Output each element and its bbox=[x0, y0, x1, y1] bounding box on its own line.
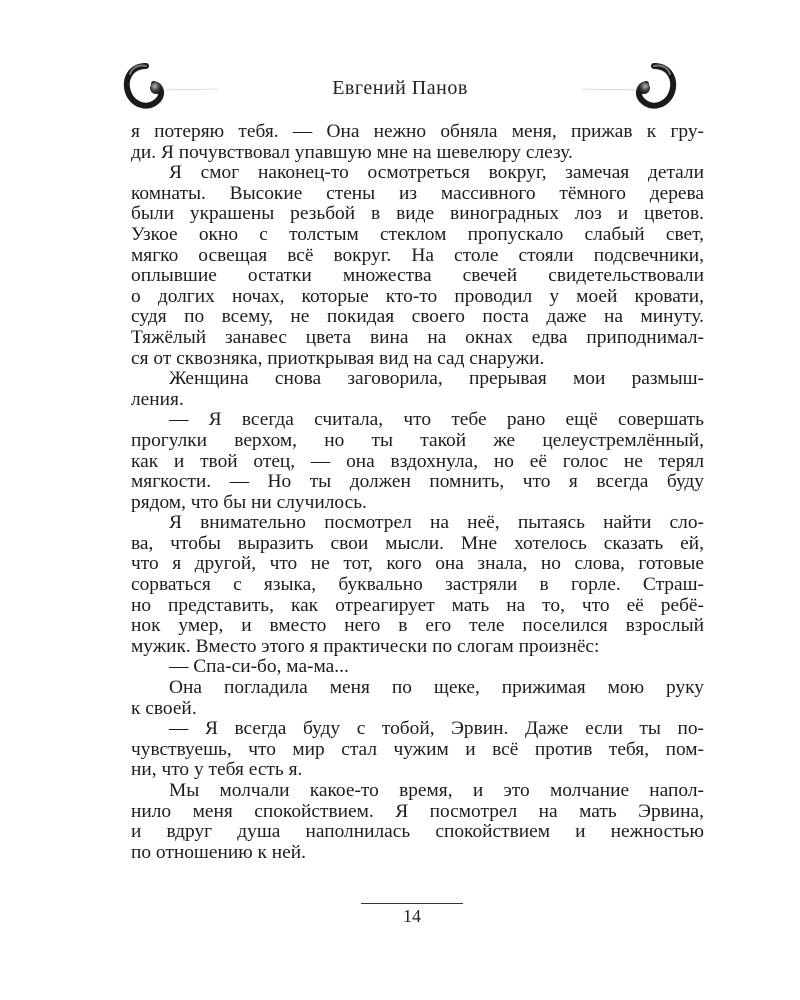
text-line: — Я всегда буду с тобой, Эрвин. Даже если ты по- bbox=[169, 718, 704, 740]
text-line: что я другой, что не тот, кого она знала, но слова, готовые bbox=[131, 553, 704, 575]
text-line: Узкое окно с толстым стеклом пропускало слабый свет, bbox=[131, 223, 704, 245]
text-line: мягко освещая всё вокруг. На столе стояли подсвечники, bbox=[131, 244, 704, 266]
text-line: чувствуешь, что мир стал чужим и всё против тебя, пом- bbox=[131, 738, 704, 760]
text-line: Мы молчали какое-то время, и это молчание напол- bbox=[169, 780, 704, 801]
text-line: сорваться с языка, буквально застряли в горле. Страш- bbox=[131, 574, 704, 596]
text-line: о долгих ночах, которые кто-то проводил у моей кровати, bbox=[131, 285, 704, 307]
text-line: как и твой отец, — она вздохнула, но её голос не терял bbox=[131, 450, 704, 472]
text-line: ления. bbox=[131, 388, 184, 410]
text-line: комнаты. Высокие стены из массивного тёмного дерева bbox=[131, 182, 704, 204]
text-line: оплывшие остатки множества свечей свидетельствовали bbox=[131, 265, 704, 287]
text-line: мягкости. — Но ты должен помнить, что я всегда буду bbox=[131, 471, 704, 493]
text-line: Она погладила меня по щеке, прижимая мою руку bbox=[169, 677, 704, 699]
text-line: прогулки верхом, но ты такой же целеустремлённый, bbox=[131, 429, 704, 451]
text-line: Я смог наконец-то осмотреться вокруг, замечая детали bbox=[169, 162, 704, 184]
running-header bbox=[0, 58, 800, 118]
text-line: мужик. Вместо этого я практически по слогам произнёс: bbox=[131, 635, 600, 657]
text-line: ди. Я почувствовал упавшую мне на шевелюру слезу. bbox=[131, 141, 573, 163]
text-line: к своей. bbox=[131, 697, 197, 719]
text-line: я потеряю тебя. — Она нежно обняла меня, прижав к гру- bbox=[131, 121, 704, 142]
text-line: рядом, что бы ни случилось. bbox=[131, 491, 367, 513]
running-header-title: Евгений Панов bbox=[332, 77, 468, 99]
text-line: нило меня спокойствием. Я посмотрел на мать Эрвина, bbox=[131, 800, 704, 822]
text-line: Тяжёлый занавес цвета вина на окнах едва приподнимал- bbox=[131, 326, 704, 348]
text-line: и вдруг душа наполнилась спокойствием и нежностью bbox=[131, 821, 704, 843]
text-line: — Я всегда считала, что тебе рано ещё совершать bbox=[169, 409, 704, 431]
text-line: по отношению к ней. bbox=[131, 841, 307, 863]
text-line: ва, чтобы выразить свои мысли. Мне хотелось сказать ей, bbox=[131, 532, 704, 554]
right-ornament-icon bbox=[562, 58, 682, 118]
text-line: были украшены резьбой в виде виноградных лоз и цветов. bbox=[131, 203, 704, 225]
page-number: 14 bbox=[403, 906, 421, 926]
body-text bbox=[131, 122, 704, 863]
text-line: — Спа-си-бо, ма-ма... bbox=[169, 656, 349, 678]
text-line: ся от сквозняка, приоткрывая вид на сад снаружи. bbox=[131, 347, 545, 369]
text-line: Я внимательно посмотрел на неё, пытаясь найти сло- bbox=[169, 512, 704, 534]
text-line: судя по всему, не покидая своего поста даже на минуту. bbox=[131, 306, 704, 328]
text-line: но представить, как отреагирует мать на то, что её ребё- bbox=[131, 594, 704, 616]
text-line: ни, что у тебя есть я. bbox=[131, 759, 303, 781]
text-line: нок умер, и вместо него в его теле поселился взрослый bbox=[131, 615, 704, 637]
text-line: Женщина снова заговорила, прерывая мои размыш- bbox=[169, 368, 704, 390]
footer-rule bbox=[361, 903, 463, 904]
